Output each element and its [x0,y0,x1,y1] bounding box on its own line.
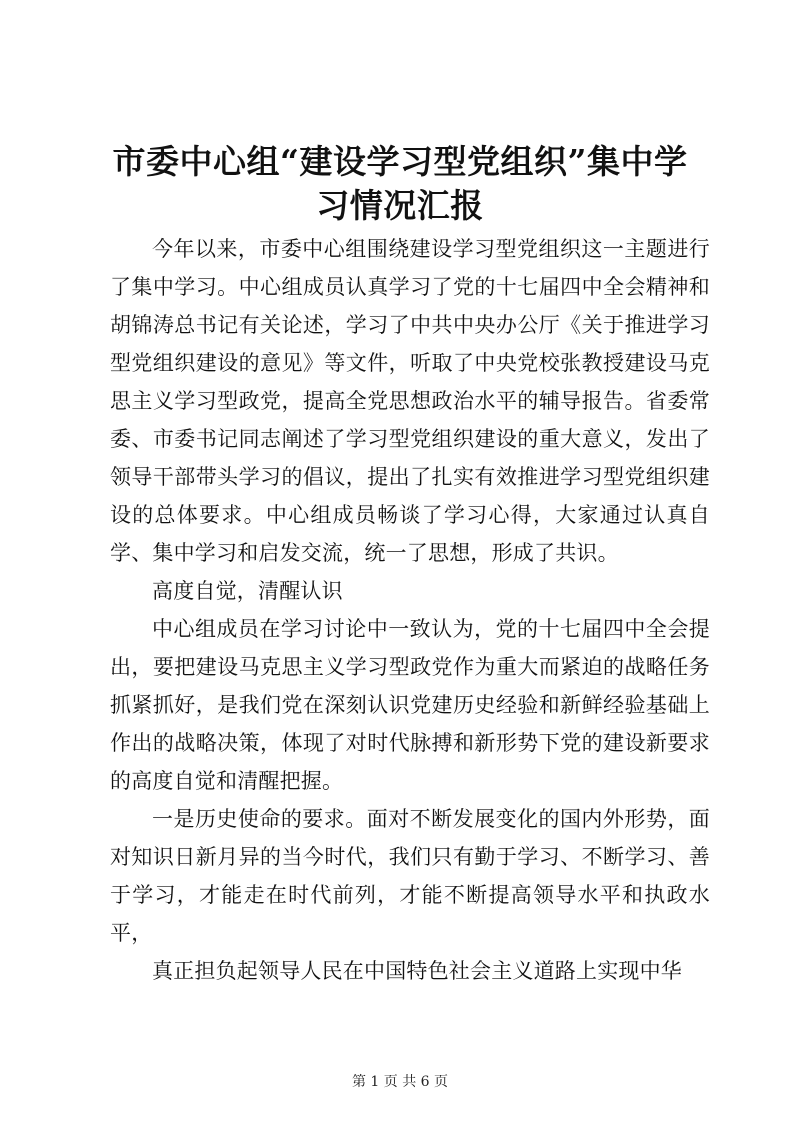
body-paragraph: 一是历史使命的要求。面对不断发展变化的国内外形势，面对知识日新月异的当今时代，我们只有勤于学习、不断学习、善于学习，才能走在时代前列，才能不断提高领导水平和执政水平， [110,807,710,945]
body-paragraph: 真正担负起领导人民在中国特色社会主义道路上实现中华 [152,959,682,983]
document-body [110,230,710,990]
document-title: 市委中心组“建设学习型党组织”集中学习情况汇报 [112,142,688,225]
intro-paragraph: 今年以来，市委中心组围绕建设学习型党组织这一主题进行了集中学习。中心组成员认真学习了党的十七届四中全会精神和胡锦涛总书记有关论述，学习了中共中央办公厅《关于推进学习型党组织建设的意见》等文件，听取了中央党校张教授建设马克思主义学习型政党，提高全党思想政治水平的辅导报告。省委常委、市委书记同志阐述了学习型党组织建设的重大意义，发出了领导干部带头学习的倡议，提出了扎实有效推进学习型党组织建设的总体要求。中心组成员畅谈了学习心得，大家通过认真自学、集中学习和启发交流，统一了思想，形成了共识。 [110,237,710,565]
page-number-footer: 第 1 页 共 6 页 [351,1074,449,1090]
section-heading: 高度自觉，清醒认识 [152,579,343,603]
body-paragraph: 中心组成员在学习讨论中一致认为，党的十七届四中全会提出，要把建设马克思主义学习型政党作为重大而紧迫的战略任务抓紧抓好，是我们党在深刻认识党建历史经验和新鲜经验基础上作出的战略决策，体现了对时代脉搏和新形势下党的建设新要求的高度自觉和清醒把握。 [110,617,710,793]
